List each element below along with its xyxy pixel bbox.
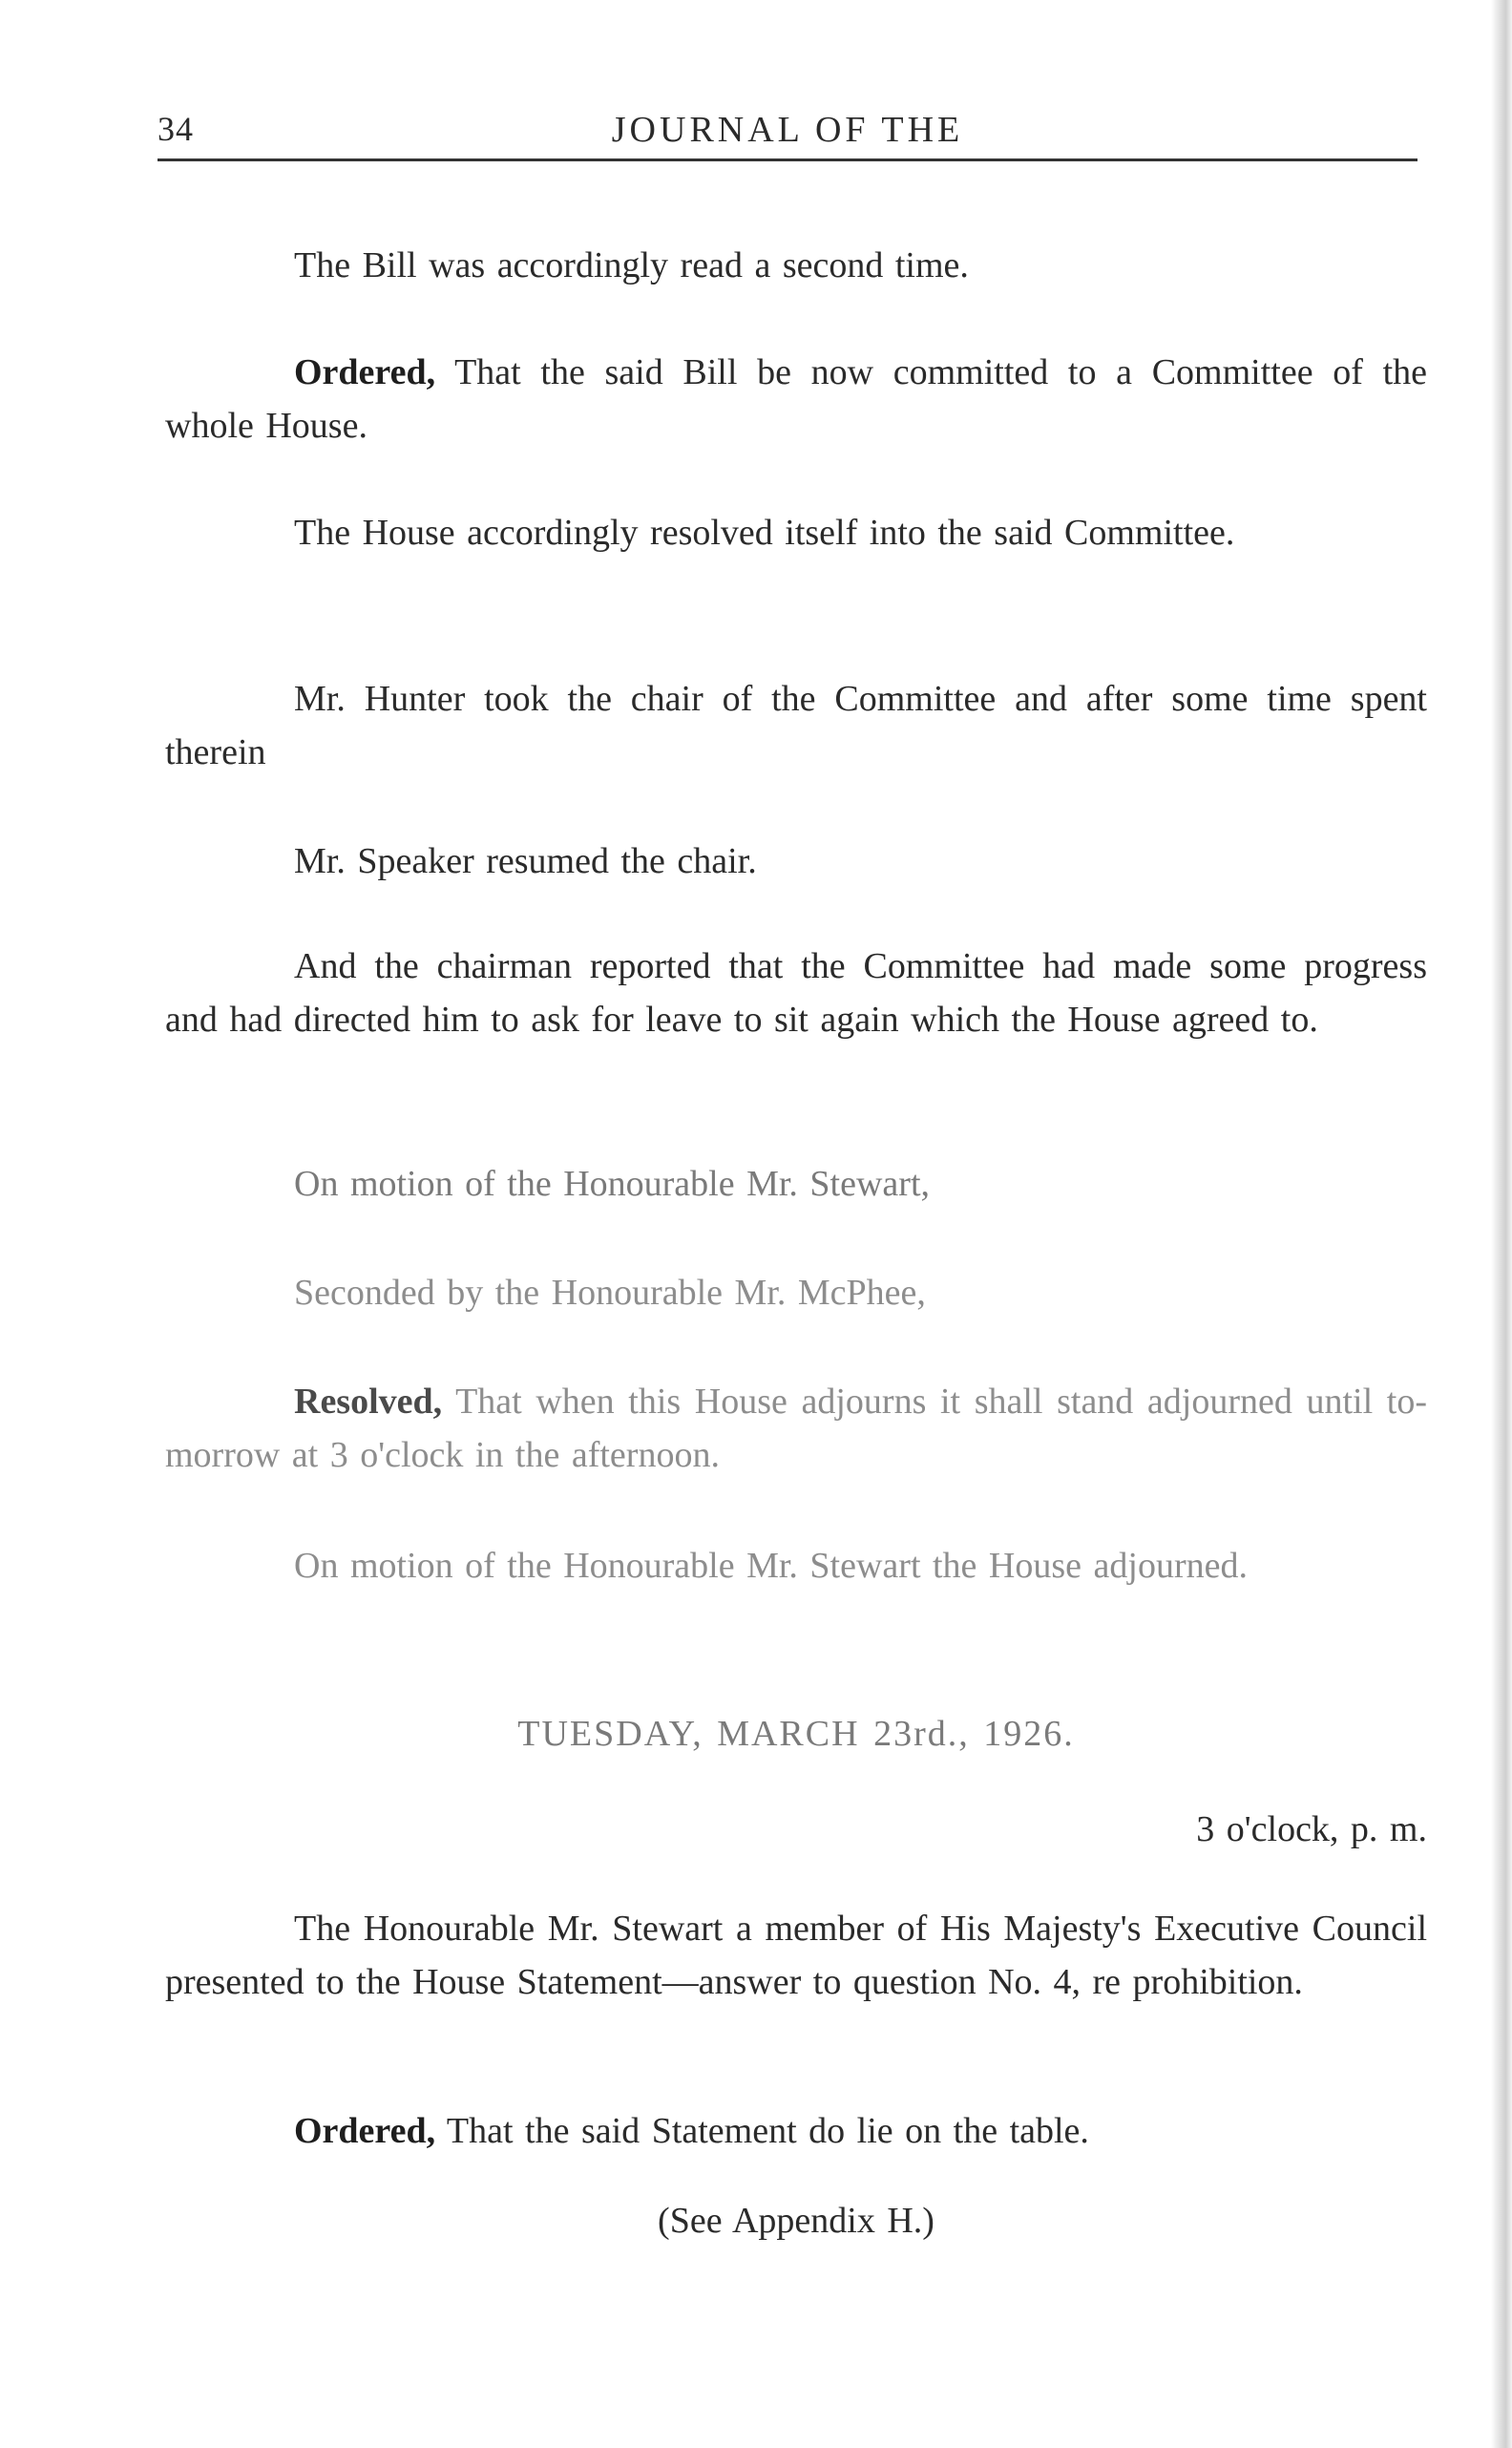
paragraph-statement-presented: The Honourable Mr. Stewart a member of His Majesty's Executive Council presented to the House Statement—answer to question No. 4, re prohibition. [165, 1909, 1427, 2002]
date-heading: TUESDAY, MARCH 23rd., 1926. [517, 1714, 1075, 1754]
paragraph-resolved-into-committee: The House accordingly resolved itself into the said Committee. [294, 513, 1235, 553]
running-head: JOURNAL OF THE [611, 110, 964, 150]
header-rule [158, 158, 1418, 161]
paragraph-house-adjourned: On motion of the Honourable Mr. Stewart the House adjourned. [294, 1546, 1248, 1586]
paragraph-chairman-reported: And the chairman reported that the Committee had made some progress and had directed him to ask for leave to sit again which the House agreed to. [165, 946, 1427, 1040]
paragraph-speaker-resumed: Mr. Speaker resumed the chair. [294, 841, 757, 881]
page-number: 34 [158, 110, 194, 148]
paragraph-second-reading: The Bill was accordingly read a second time. [294, 245, 969, 285]
appendix-reference: (See Appendix H.) [658, 2201, 934, 2241]
paragraph-seconded-mcphee: Seconded by the Honourable Mr. McPhee, [294, 1273, 926, 1313]
page-header [158, 103, 1418, 160]
time-heading: 3 o'clock, p. m. [1196, 1809, 1427, 1849]
paragraph-motion-stewart: On motion of the Honourable Mr. Stewart, [294, 1164, 931, 1204]
paragraph-ordered-committed: Ordered, That the said Bill be now committed to a Committee of the whole House. [165, 352, 1427, 446]
resolved-label: Resolved, [294, 1382, 443, 1422]
page-edge-shadow [1491, 0, 1512, 2448]
ordered-label: Ordered, [294, 2111, 436, 2151]
paragraph-hunter-chair: Mr. Hunter took the chair of the Committee and after some time spent therein [165, 679, 1427, 772]
paragraph-ordered-lie-on-table: Ordered, That the said Statement do lie on the table. [294, 2111, 1089, 2151]
paragraph-resolved-adjourn: Resolved, That when this House adjourns it shall stand adjourned until to-morrow at 3 o'clock in the afternoon. [165, 1382, 1427, 1475]
ordered-label: Ordered, [294, 352, 436, 392]
